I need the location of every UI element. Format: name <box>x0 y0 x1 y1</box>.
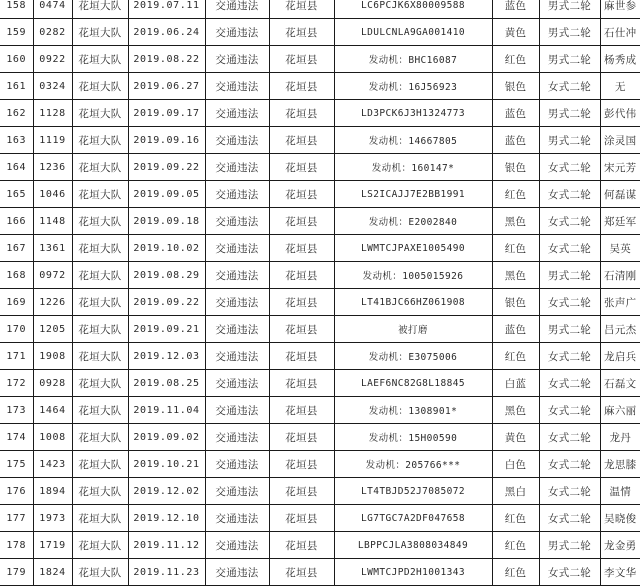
violation-type-cell: 交通违法 <box>205 154 269 181</box>
table-row <box>0 127 640 154</box>
record-code-cell: 1119 <box>33 127 72 154</box>
county-cell: 花垣县 <box>269 559 334 586</box>
vehicle-color-cell: 黑白 <box>492 478 539 505</box>
vehicle-color-cell: 蓝色 <box>492 316 539 343</box>
record-code-cell: 1226 <box>33 289 72 316</box>
row-number-cell: 176 <box>0 478 33 505</box>
violation-type-cell: 交通违法 <box>205 559 269 586</box>
county-cell: 花垣县 <box>269 235 334 262</box>
record-code-cell: 1128 <box>33 100 72 127</box>
county-cell: 花垣县 <box>269 370 334 397</box>
county-cell: 花垣县 <box>269 208 334 235</box>
row-number-cell: 178 <box>0 532 33 559</box>
vehicle-type-cell: 男式二轮 <box>539 532 600 559</box>
table-row <box>0 262 640 289</box>
vehicle-color-cell: 黄色 <box>492 19 539 46</box>
record-code-cell: 1973 <box>33 505 72 532</box>
vehicle-type-cell: 男式二轮 <box>539 0 600 19</box>
vin-or-engine-cell: LD3PCK6J3H1324773 <box>334 100 492 127</box>
vin-or-engine-cell: LWMTCJPD2H1001343 <box>334 559 492 586</box>
vehicle-color-cell: 黑色 <box>492 208 539 235</box>
table-row <box>0 478 640 505</box>
table-row <box>0 19 640 46</box>
seizure-date-cell: 2019.10.02 <box>128 235 205 262</box>
seizure-date-cell: 2019.12.02 <box>128 478 205 505</box>
vehicle-color-cell: 黑色 <box>492 397 539 424</box>
row-number-cell: 165 <box>0 181 33 208</box>
county-cell: 花垣县 <box>269 451 334 478</box>
violation-type-cell: 交通违法 <box>205 316 269 343</box>
vin-or-engine-cell: LT4TBJD52J7085072 <box>334 478 492 505</box>
county-cell: 花垣县 <box>269 289 334 316</box>
county-cell: 花垣县 <box>269 46 334 73</box>
vehicle-color-cell: 白蓝 <box>492 370 539 397</box>
record-code-cell: 1824 <box>33 559 72 586</box>
owner-name-cell: 龙丹 <box>600 424 640 451</box>
vehicle-type-cell: 男式二轮 <box>539 46 600 73</box>
table-row <box>0 343 640 370</box>
county-cell: 花垣县 <box>269 154 334 181</box>
owner-name-cell: 彭代伟 <box>600 100 640 127</box>
record-code-cell: 0928 <box>33 370 72 397</box>
vin-or-engine-cell: LWMTCJPAXE1005490 <box>334 235 492 262</box>
owner-name-cell: 麻世参 <box>600 0 640 19</box>
vehicle-color-cell: 黄色 <box>492 424 539 451</box>
vehicle-color-cell: 红色 <box>492 559 539 586</box>
table-row <box>0 316 640 343</box>
vehicle-type-cell: 男式二轮 <box>539 100 600 127</box>
police-unit-cell: 花垣大队 <box>72 19 128 46</box>
police-unit-cell: 花垣大队 <box>72 154 128 181</box>
owner-name-cell: 龙金勇 <box>600 532 640 559</box>
police-unit-cell: 花垣大队 <box>72 424 128 451</box>
owner-name-cell: 石清刚 <box>600 262 640 289</box>
vin-or-engine-cell: 发动机：E3075006 <box>334 343 492 370</box>
row-number-cell: 174 <box>0 424 33 451</box>
vehicle-type-cell: 女式二轮 <box>539 154 600 181</box>
police-unit-cell: 花垣大队 <box>72 451 128 478</box>
seizure-date-cell: 2019.10.21 <box>128 451 205 478</box>
seizure-date-cell: 2019.11.12 <box>128 532 205 559</box>
violation-type-cell: 交通违法 <box>205 478 269 505</box>
vehicle-color-cell: 白色 <box>492 451 539 478</box>
vehicle-type-cell: 男式二轮 <box>539 262 600 289</box>
vin-or-engine-cell: 发动机：160147* <box>334 154 492 181</box>
vehicle-type-cell: 女式二轮 <box>539 73 600 100</box>
vin-or-engine-cell: 发动机：BHC16087 <box>334 46 492 73</box>
violation-type-cell: 交通违法 <box>205 289 269 316</box>
record-code-cell: 1719 <box>33 532 72 559</box>
owner-name-cell: 石仕冲 <box>600 19 640 46</box>
seizure-date-cell: 2019.08.22 <box>128 46 205 73</box>
violation-type-cell: 交通违法 <box>205 208 269 235</box>
vehicle-type-cell: 女式二轮 <box>539 370 600 397</box>
vehicle-color-cell: 红色 <box>492 181 539 208</box>
violation-type-cell: 交通违法 <box>205 127 269 154</box>
police-unit-cell: 花垣大队 <box>72 181 128 208</box>
record-code-cell: 1148 <box>33 208 72 235</box>
county-cell: 花垣县 <box>269 424 334 451</box>
table-row <box>0 235 640 262</box>
vehicle-type-cell: 女式二轮 <box>539 505 600 532</box>
vehicle-type-cell: 女式二轮 <box>539 478 600 505</box>
vin-or-engine-cell: 发动机：14667805 <box>334 127 492 154</box>
vin-or-engine-cell: 发动机：16J56923 <box>334 73 492 100</box>
vehicle-type-cell: 男式二轮 <box>539 19 600 46</box>
seizure-date-cell: 2019.11.04 <box>128 397 205 424</box>
record-code-cell: 0922 <box>33 46 72 73</box>
violation-type-cell: 交通违法 <box>205 19 269 46</box>
table-row <box>0 73 640 100</box>
row-number-cell: 166 <box>0 208 33 235</box>
county-cell: 花垣县 <box>269 262 334 289</box>
vehicle-color-cell: 银色 <box>492 154 539 181</box>
vin-or-engine-cell: LAEF6NC82G8L18845 <box>334 370 492 397</box>
owner-name-cell: 温情 <box>600 478 640 505</box>
table-row <box>0 289 640 316</box>
record-code-cell: 1236 <box>33 154 72 181</box>
row-number-cell: 160 <box>0 46 33 73</box>
police-unit-cell: 花垣大队 <box>72 0 128 19</box>
police-unit-cell: 花垣大队 <box>72 73 128 100</box>
violation-type-cell: 交通违法 <box>205 100 269 127</box>
owner-name-cell: 龙思膝 <box>600 451 640 478</box>
violation-type-cell: 交通违法 <box>205 235 269 262</box>
vehicle-color-cell: 蓝色 <box>492 100 539 127</box>
vehicle-color-cell: 红色 <box>492 505 539 532</box>
violation-type-cell: 交通违法 <box>205 451 269 478</box>
row-number-cell: 163 <box>0 127 33 154</box>
table-row <box>0 208 640 235</box>
owner-name-cell: 杨秀成 <box>600 46 640 73</box>
table-row <box>0 181 640 208</box>
record-code-cell: 0282 <box>33 19 72 46</box>
police-unit-cell: 花垣大队 <box>72 343 128 370</box>
police-unit-cell: 花垣大队 <box>72 127 128 154</box>
vehicle-color-cell: 蓝色 <box>492 127 539 154</box>
vehicle-color-cell: 红色 <box>492 235 539 262</box>
county-cell: 花垣县 <box>269 73 334 100</box>
row-number-cell: 168 <box>0 262 33 289</box>
table-row <box>0 370 640 397</box>
vehicle-type-cell: 女式二轮 <box>539 397 600 424</box>
table-row <box>0 0 640 19</box>
violation-type-cell: 交通违法 <box>205 343 269 370</box>
county-cell: 花垣县 <box>269 397 334 424</box>
county-cell: 花垣县 <box>269 505 334 532</box>
owner-name-cell: 龙启兵 <box>600 343 640 370</box>
vehicle-type-cell: 女式二轮 <box>539 559 600 586</box>
vin-or-engine-cell: LT41BJC66HZ061908 <box>334 289 492 316</box>
seizure-date-cell: 2019.07.11 <box>128 0 205 19</box>
row-number-cell: 171 <box>0 343 33 370</box>
vehicle-color-cell: 银色 <box>492 289 539 316</box>
vehicle-type-cell: 男式二轮 <box>539 316 600 343</box>
vin-or-engine-cell: LDULCNLA9GA001410 <box>334 19 492 46</box>
police-unit-cell: 花垣大队 <box>72 262 128 289</box>
violation-type-cell: 交通违法 <box>205 46 269 73</box>
vehicle-color-cell: 红色 <box>492 532 539 559</box>
table-row <box>0 505 640 532</box>
seizure-date-cell: 2019.11.23 <box>128 559 205 586</box>
owner-name-cell: 郑廷军 <box>600 208 640 235</box>
seizure-date-cell: 2019.12.03 <box>128 343 205 370</box>
seizure-date-cell: 2019.09.17 <box>128 100 205 127</box>
vin-or-engine-cell: 发动机：15H00590 <box>334 424 492 451</box>
owner-name-cell: 吕元杰 <box>600 316 640 343</box>
seizure-date-cell: 2019.09.18 <box>128 208 205 235</box>
owner-name-cell: 石磊文 <box>600 370 640 397</box>
violation-type-cell: 交通违法 <box>205 370 269 397</box>
table-row <box>0 451 640 478</box>
row-number-cell: 179 <box>0 559 33 586</box>
row-number-cell: 164 <box>0 154 33 181</box>
county-cell: 花垣县 <box>269 19 334 46</box>
county-cell: 花垣县 <box>269 316 334 343</box>
violation-type-cell: 交通违法 <box>205 181 269 208</box>
table-row <box>0 100 640 127</box>
record-code-cell: 1464 <box>33 397 72 424</box>
police-unit-cell: 花垣大队 <box>72 100 128 127</box>
table-row <box>0 532 640 559</box>
violation-type-cell: 交通违法 <box>205 505 269 532</box>
owner-name-cell: 无 <box>600 73 640 100</box>
violation-type-cell: 交通违法 <box>205 532 269 559</box>
violation-type-cell: 交通违法 <box>205 73 269 100</box>
police-unit-cell: 花垣大队 <box>72 397 128 424</box>
owner-name-cell: 吴英 <box>600 235 640 262</box>
seizure-date-cell: 2019.06.24 <box>128 19 205 46</box>
owner-name-cell: 吴晓俊 <box>600 505 640 532</box>
table-row <box>0 154 640 181</box>
vehicle-type-cell: 女式二轮 <box>539 235 600 262</box>
county-cell: 花垣县 <box>269 0 334 19</box>
vehicle-color-cell: 黑色 <box>492 262 539 289</box>
owner-name-cell: 麻六丽 <box>600 397 640 424</box>
table-row <box>0 559 640 586</box>
row-number-cell: 172 <box>0 370 33 397</box>
vin-or-engine-cell: 发动机：1005015926 <box>334 262 492 289</box>
police-unit-cell: 花垣大队 <box>72 370 128 397</box>
row-number-cell: 159 <box>0 19 33 46</box>
record-code-cell: 1046 <box>33 181 72 208</box>
record-code-cell: 1008 <box>33 424 72 451</box>
row-number-cell: 158 <box>0 0 33 19</box>
police-unit-cell: 花垣大队 <box>72 316 128 343</box>
county-cell: 花垣县 <box>269 343 334 370</box>
county-cell: 花垣县 <box>269 532 334 559</box>
vehicle-type-cell: 男式二轮 <box>539 127 600 154</box>
vehicle-type-cell: 女式二轮 <box>539 343 600 370</box>
county-cell: 花垣县 <box>269 181 334 208</box>
record-code-cell: 0972 <box>33 262 72 289</box>
table-row <box>0 424 640 451</box>
row-number-cell: 173 <box>0 397 33 424</box>
row-number-cell: 162 <box>0 100 33 127</box>
vehicle-type-cell: 女式二轮 <box>539 451 600 478</box>
record-code-cell: 1894 <box>33 478 72 505</box>
seizure-date-cell: 2019.09.22 <box>128 289 205 316</box>
vehicle-color-cell: 红色 <box>492 46 539 73</box>
owner-name-cell: 李文华 <box>600 559 640 586</box>
county-cell: 花垣县 <box>269 100 334 127</box>
row-number-cell: 175 <box>0 451 33 478</box>
seizure-date-cell: 2019.12.10 <box>128 505 205 532</box>
vin-or-engine-cell: LC6PCJK6X80009588 <box>334 0 492 19</box>
record-code-cell: 1908 <box>33 343 72 370</box>
police-unit-cell: 花垣大队 <box>72 559 128 586</box>
vin-or-engine-cell: LBPPCJLA3808034849 <box>334 532 492 559</box>
seizure-date-cell: 2019.09.21 <box>128 316 205 343</box>
row-number-cell: 167 <box>0 235 33 262</box>
seizure-date-cell: 2019.08.29 <box>128 262 205 289</box>
police-unit-cell: 花垣大队 <box>72 235 128 262</box>
vehicle-type-cell: 女式二轮 <box>539 289 600 316</box>
owner-name-cell: 张声广 <box>600 289 640 316</box>
police-unit-cell: 花垣大队 <box>72 505 128 532</box>
violation-type-cell: 交通违法 <box>205 397 269 424</box>
record-code-cell: 1423 <box>33 451 72 478</box>
table-row <box>0 46 640 73</box>
vin-or-engine-cell: 发动机：205766*** <box>334 451 492 478</box>
vehicle-color-cell: 蓝色 <box>492 0 539 19</box>
table-row <box>0 397 640 424</box>
row-number-cell: 161 <box>0 73 33 100</box>
vin-or-engine-cell: 发动机：1308901* <box>334 397 492 424</box>
owner-name-cell: 何磊谋 <box>600 181 640 208</box>
seizure-date-cell: 2019.09.16 <box>128 127 205 154</box>
record-code-cell: 1361 <box>33 235 72 262</box>
row-number-cell: 177 <box>0 505 33 532</box>
record-code-cell: 0324 <box>33 73 72 100</box>
violation-type-cell: 交通违法 <box>205 424 269 451</box>
violation-type-cell: 交通违法 <box>205 0 269 19</box>
vin-or-engine-cell: 发动机：E2002840 <box>334 208 492 235</box>
vehicle-color-cell: 红色 <box>492 343 539 370</box>
county-cell: 花垣县 <box>269 127 334 154</box>
police-unit-cell: 花垣大队 <box>72 46 128 73</box>
police-unit-cell: 花垣大队 <box>72 208 128 235</box>
vehicle-color-cell: 银色 <box>492 73 539 100</box>
police-unit-cell: 花垣大队 <box>72 478 128 505</box>
violation-type-cell: 交通违法 <box>205 262 269 289</box>
row-number-cell: 170 <box>0 316 33 343</box>
row-number-cell: 169 <box>0 289 33 316</box>
seizure-date-cell: 2019.09.05 <box>128 181 205 208</box>
vin-or-engine-cell: 被打磨 <box>334 316 492 343</box>
seizure-date-cell: 2019.06.27 <box>128 73 205 100</box>
police-unit-cell: 花垣大队 <box>72 289 128 316</box>
vin-or-engine-cell: LG7TGC7A2DF047658 <box>334 505 492 532</box>
record-code-cell: 0474 <box>33 0 72 19</box>
owner-name-cell: 宋元芳 <box>600 154 640 181</box>
owner-name-cell: 涂灵国 <box>600 127 640 154</box>
vehicle-type-cell: 女式二轮 <box>539 208 600 235</box>
vehicle-type-cell: 女式二轮 <box>539 181 600 208</box>
seizure-date-cell: 2019.09.22 <box>128 154 205 181</box>
police-unit-cell: 花垣大队 <box>72 532 128 559</box>
vehicle-type-cell: 女式二轮 <box>539 424 600 451</box>
vin-or-engine-cell: LS2ICAJJ7E2BB1991 <box>334 181 492 208</box>
record-code-cell: 1205 <box>33 316 72 343</box>
seizure-date-cell: 2019.08.25 <box>128 370 205 397</box>
county-cell: 花垣县 <box>269 478 334 505</box>
seizure-date-cell: 2019.09.02 <box>128 424 205 451</box>
